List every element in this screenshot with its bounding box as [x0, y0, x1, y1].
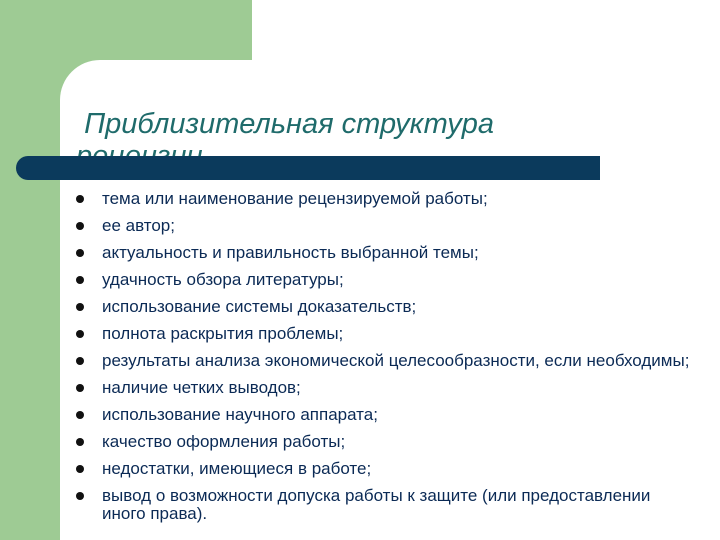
list-item — [74, 190, 694, 208]
slide-title: Приблизительная структура — [84, 108, 494, 140]
list-item-text: качество оформления работы; — [102, 432, 346, 451]
list-item-text: результаты анализа экономической целесообразности, если необходимы; — [102, 351, 690, 370]
bullet-icon — [76, 303, 84, 311]
list-item — [74, 352, 694, 370]
list-item — [74, 406, 694, 424]
list-item-text: тема или наименование рецензируемой работы; — [102, 189, 488, 208]
bullet-icon — [76, 330, 84, 338]
list-item — [74, 325, 694, 343]
bullet-icon — [76, 492, 84, 500]
list-item — [74, 487, 694, 523]
list-item — [74, 379, 694, 397]
bullet-icon — [76, 384, 84, 392]
title-underline-bar — [16, 156, 600, 180]
list-item-text: удачность обзора литературы; — [102, 270, 344, 289]
list-item-text: вывод о возможности допуска работы к защите (или предоставлении иного права). — [102, 486, 651, 523]
list-item — [74, 460, 694, 478]
bullet-icon — [76, 438, 84, 446]
list-item-text: полнота раскрытия проблемы; — [102, 324, 344, 343]
list-item — [74, 298, 694, 316]
list-item — [74, 433, 694, 451]
bullet-icon — [76, 357, 84, 365]
list-item-text: ее автор; — [102, 216, 175, 235]
list-item-text: недостатки, имеющиеся в работе; — [102, 459, 372, 478]
bullet-icon — [76, 276, 84, 284]
bullet-icon — [76, 465, 84, 473]
list-item — [74, 217, 694, 235]
list-item-text: наличие четких выводов; — [102, 378, 301, 397]
bullet-icon — [76, 411, 84, 419]
bullet-icon — [76, 249, 84, 257]
bullet-icon — [76, 222, 84, 230]
list-item — [74, 271, 694, 289]
list-item-text: актуальность и правильность выбранной темы; — [102, 243, 479, 262]
list-item-text: использование системы доказательств; — [102, 297, 417, 316]
list-item-text: использование научного аппарата; — [102, 405, 378, 424]
bullet-icon — [76, 195, 84, 203]
list-item — [74, 244, 694, 262]
bullet-list — [74, 190, 694, 532]
